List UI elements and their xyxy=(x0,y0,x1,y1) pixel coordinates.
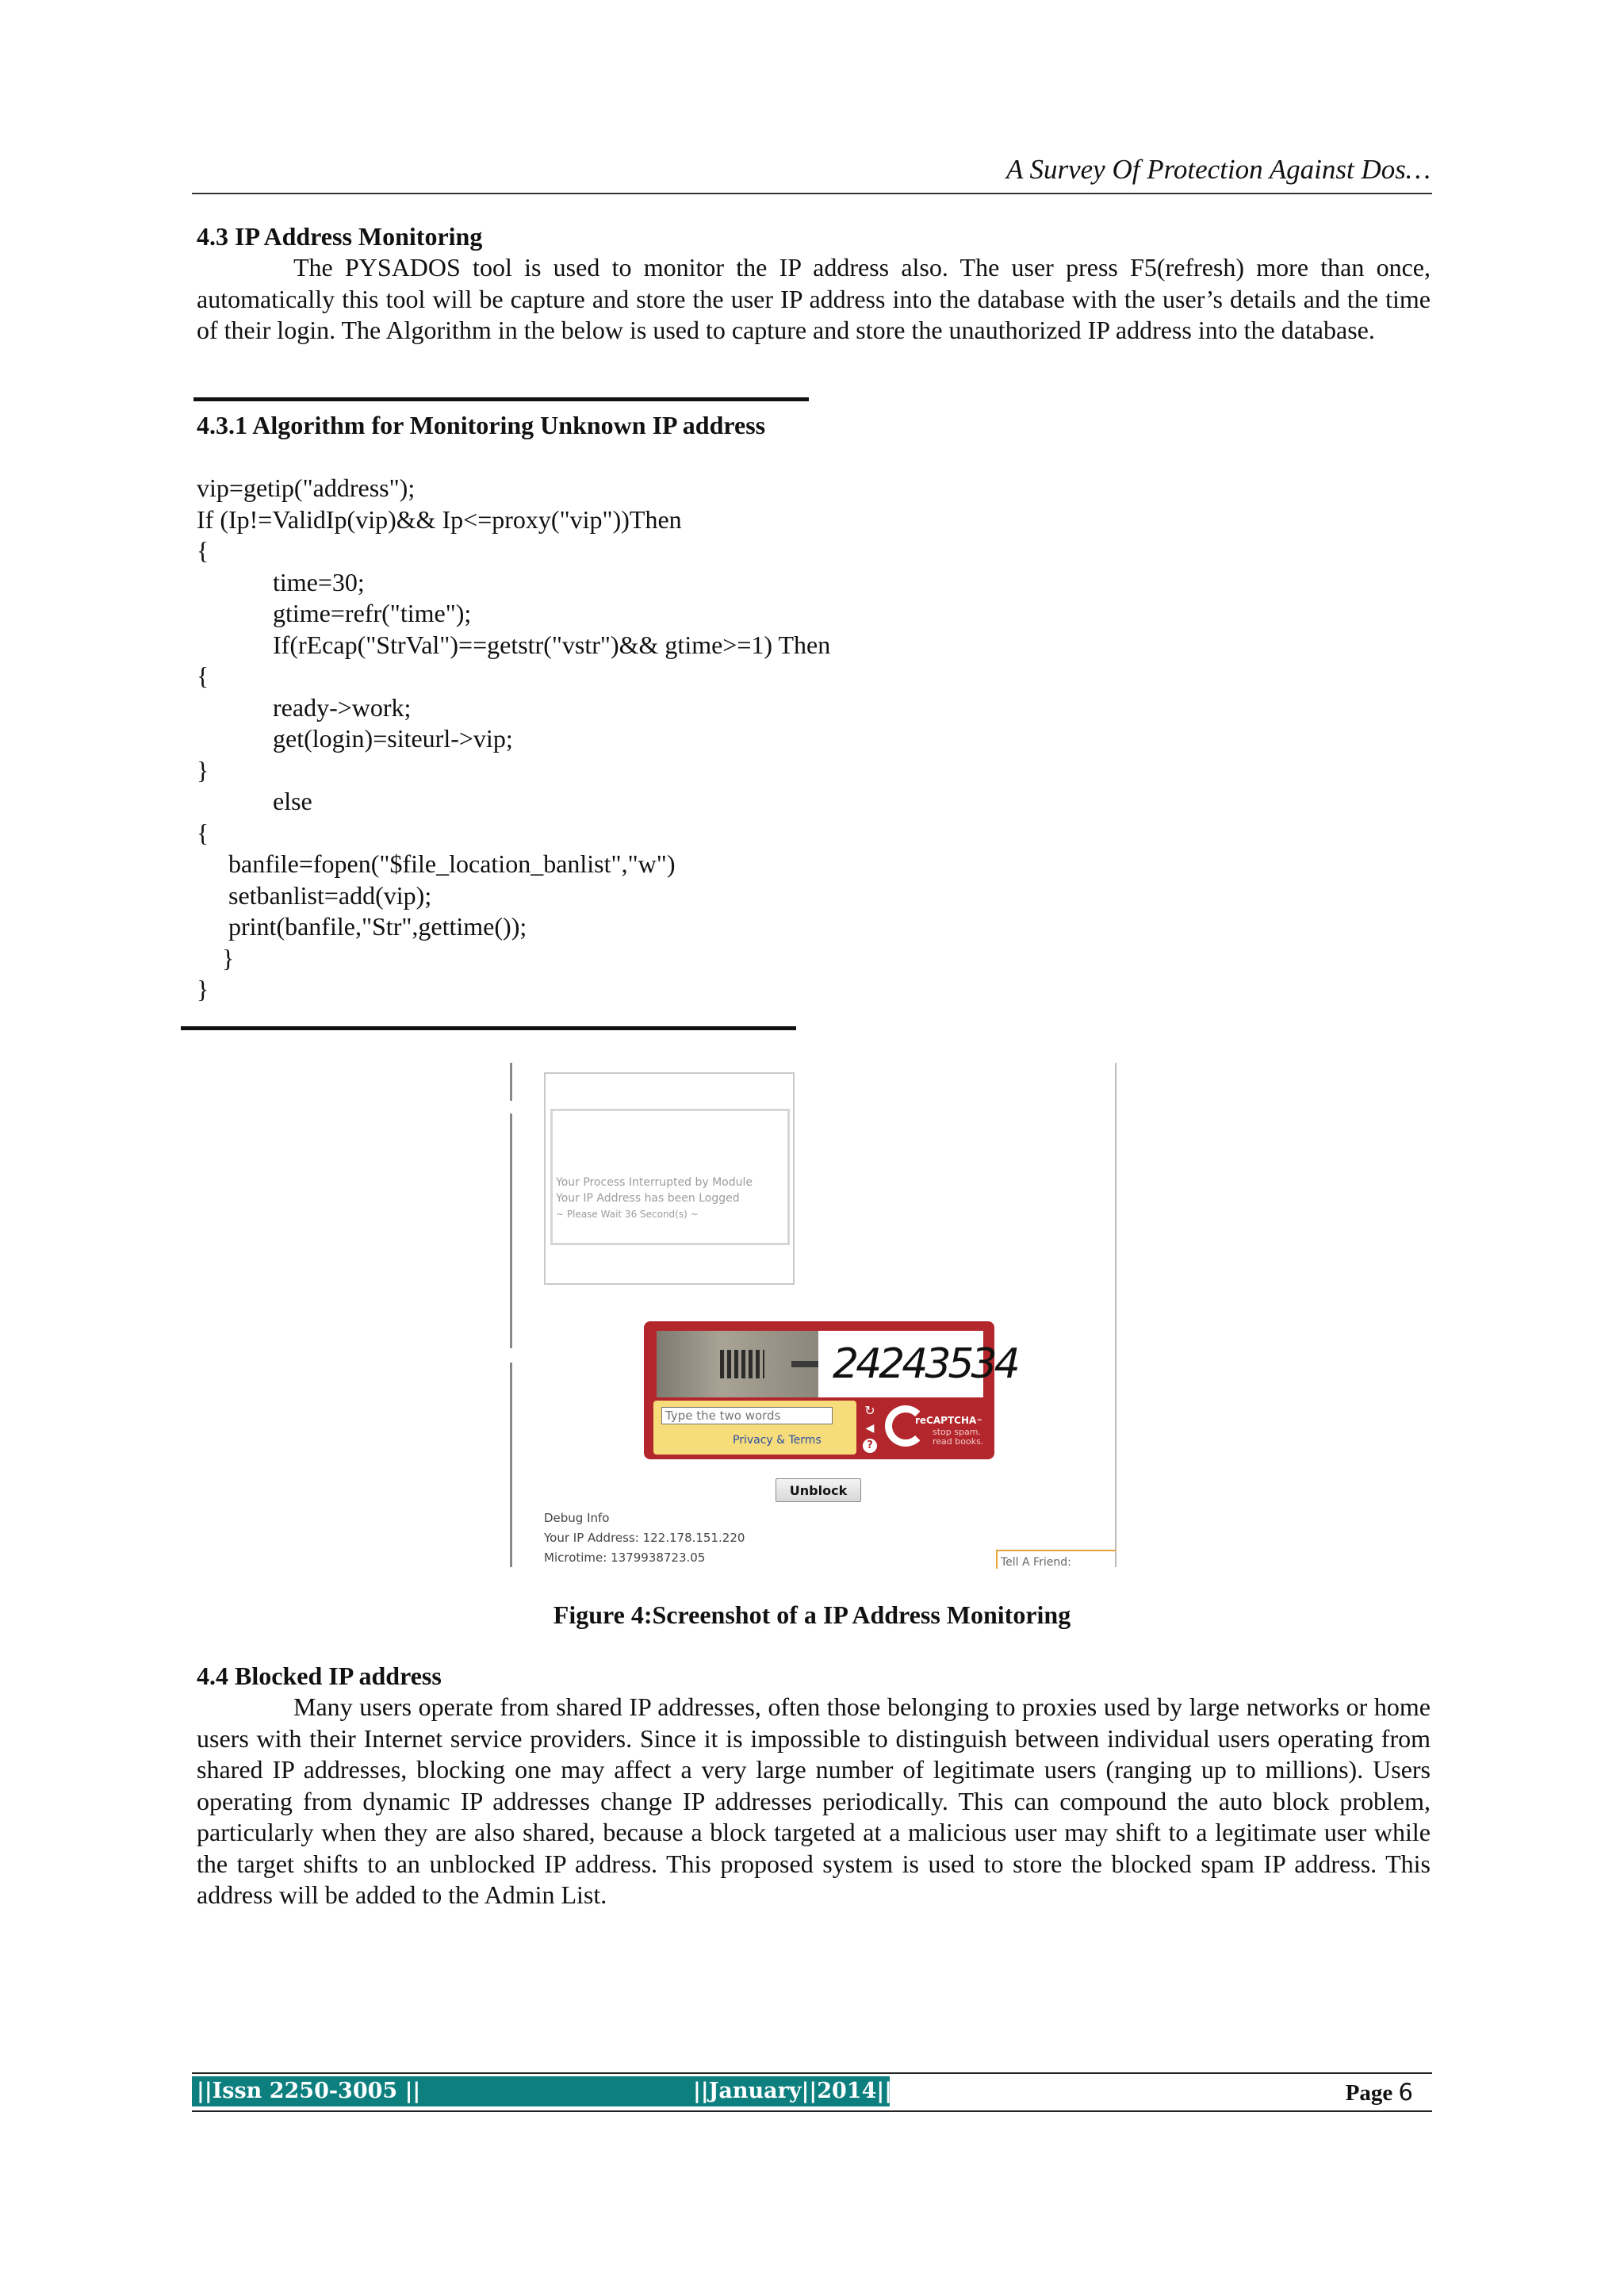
captcha-word: 24243534 xyxy=(833,1340,1017,1388)
figure-caption: Figure 4:Screenshot of a IP Address Monitoring xyxy=(553,1600,1071,1629)
recaptcha-widget xyxy=(644,1321,1017,1459)
captcha-controls xyxy=(861,1404,879,1455)
privacy-terms-link[interactable]: Privacy & Terms xyxy=(733,1434,822,1447)
footer-page xyxy=(1346,2079,1413,2106)
section-4-3-paragraph: The PYSADOS tool is used to monitor the IP address also. The user press F5(refresh) more than once, automatically this tool will be capture and store the user IP address into the database with the user’s details and the time of their login. The Algorithm in the below is used to capture and store the unauthorized IP address into the database. xyxy=(197,253,1431,344)
debug-title: Debug Info xyxy=(544,1511,610,1525)
algorithm-code-block xyxy=(197,473,830,1006)
debug-microtime: Microtime: 1379938723.05 xyxy=(544,1550,706,1565)
tell-a-friend-label[interactable]: Tell A Friend: xyxy=(1001,1556,1071,1569)
captcha-answer-input[interactable] xyxy=(661,1407,833,1424)
code-line: ready->work; xyxy=(197,692,412,722)
page-footer xyxy=(192,2072,1432,2112)
debug-ip-address: Your IP Address: 122.178.151.220 xyxy=(544,1531,745,1545)
debug-info xyxy=(544,1508,745,1568)
captcha-scan-word xyxy=(657,1331,818,1397)
algorithm-bottom-rule xyxy=(181,1026,796,1030)
recaptcha-tagline xyxy=(933,1428,983,1447)
footer-page-number: 6 xyxy=(1398,2079,1413,2106)
code-line: } xyxy=(197,755,209,784)
code-line: get(login)=siteurl->vip; xyxy=(197,724,513,753)
captcha-input-area xyxy=(653,1401,856,1455)
code-line: else xyxy=(197,787,312,815)
header-rule xyxy=(192,193,1432,194)
code-line: If (Ip!=ValidIp(vip)&& Ip<=proxy("vip"))Then xyxy=(197,504,682,534)
unblock-button[interactable]: Unblock xyxy=(776,1478,861,1502)
code-line: If(rEcap("StrVal")==getstr("vstr")&& gtime>=1) Then xyxy=(197,630,831,659)
code-line: setbanlist=add(vip); xyxy=(197,880,432,910)
code-line: vip=getip("address"); xyxy=(197,473,416,502)
code-line: { xyxy=(197,661,209,690)
interrupt-panel xyxy=(544,1072,795,1285)
code-line: banfile=fopen("$file_location_banlist","w") xyxy=(197,849,676,878)
recaptcha-logo-icon xyxy=(885,1405,926,1447)
code-line: } xyxy=(197,943,235,972)
tell-a-friend-box xyxy=(996,1550,1116,1569)
recaptcha-tagline-line: read books. xyxy=(933,1436,984,1447)
section-4-4-paragraph: Many users operate from shared IP addresses, often those belonging to proxies used by large networks or home users with their Internet service providers. Since it is impossible to distinguish between individual users operating from shared IP addresses, blocking one may affect a very large number of legitimate users (ranging up to millions). Users operating from dynamic IP addresses change IP addresses periodically. This can compound the auto block problem, particularly when they are also shared, because a block targeted at a malicious user may shift to a legitimate user while the target shifts to an unblocked IP address. This proposed system is used to store the blocked spam IP address. This address will be added to the Admin List. xyxy=(197,1692,1431,1909)
captcha-image xyxy=(657,1331,1017,1397)
captcha-scan-mark xyxy=(791,1361,818,1367)
code-line: time=30; xyxy=(197,567,365,596)
section-4-4-title: 4.4 Blocked IP address xyxy=(197,1662,442,1690)
algorithm-title: 4.3.1 Algorithm for Monitoring Unknown IP address xyxy=(197,411,766,439)
interrupt-message: Your IP Address has been Logged xyxy=(556,1192,740,1205)
code-line: gtime=refr("time"); xyxy=(197,599,472,627)
figure-screenshot xyxy=(508,1063,1118,1569)
section-4-3-title: 4.3 IP Address Monitoring xyxy=(197,222,483,251)
recaptcha-brand xyxy=(915,1415,982,1426)
code-line: print(banfile,"Str",gettime()); xyxy=(197,912,527,941)
running-head: A Survey Of Protection Against Dos… xyxy=(1006,154,1431,185)
footer-issn: ||Issn 2250-3005 || xyxy=(197,2079,421,2103)
captcha-scan-glyphs xyxy=(720,1350,764,1378)
footer-date: ||January||2014|| xyxy=(693,2079,893,2103)
interrupt-inner-box xyxy=(550,1109,790,1245)
figure-left-bar xyxy=(510,1114,512,1348)
recaptcha-tagline-line: stop spam. xyxy=(933,1427,981,1437)
figure-right-border xyxy=(1115,1063,1116,1567)
footer-page-label: Page xyxy=(1345,2080,1393,2106)
figure-left-bar xyxy=(510,1063,512,1101)
code-line: { xyxy=(197,818,209,847)
help-icon[interactable]: ? xyxy=(863,1439,877,1453)
figure-left-bar xyxy=(510,1363,512,1567)
algorithm-top-rule xyxy=(193,397,809,401)
interrupt-wait: ~ Please Wait 36 Second(s) ~ xyxy=(556,1209,699,1220)
recaptcha-trademark: ™ xyxy=(976,1418,983,1425)
refresh-icon[interactable]: ↻ xyxy=(864,1403,875,1418)
recaptcha-brand-text: reCAPTCHA xyxy=(915,1415,977,1426)
code-line: } xyxy=(197,975,209,1003)
code-line: { xyxy=(197,536,209,565)
interrupt-message: Your Process Interrupted by Module xyxy=(556,1176,753,1189)
audio-icon[interactable]: ◀ xyxy=(865,1422,875,1435)
